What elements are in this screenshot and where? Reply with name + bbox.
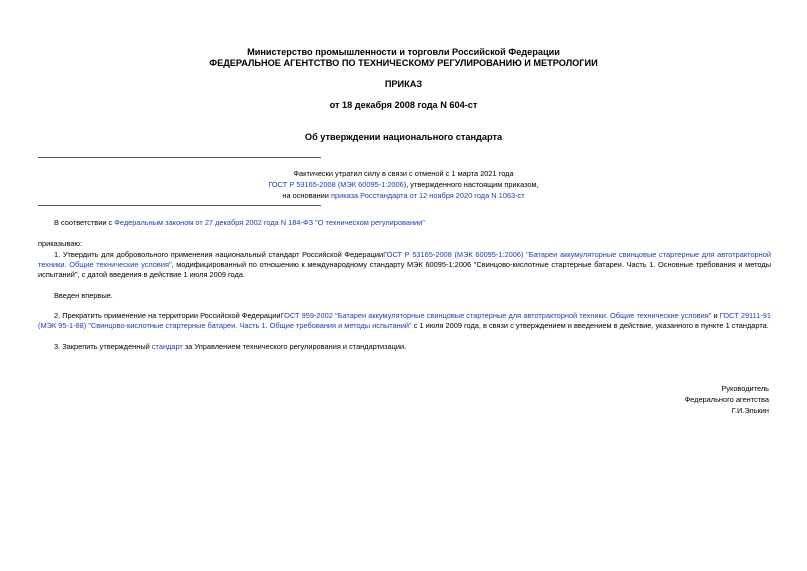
- status-note-line2: ГОСТ Р 53165-2008 (МЭК 60095-1:2006), утвержденного настоящим приказом,: [268, 180, 539, 189]
- order-word: приказываю:: [38, 239, 82, 248]
- status-note-line3: на основании приказа Росстандарта от 12 ноября 2020 года N 1063-ст: [282, 191, 525, 200]
- gost-53165-title-link[interactable]: ГОСТ Р 53165-2008 (МЭК 60095-1:2006) "Батареи аккумуляторные свинцовые стартерные для автотракторной техники. Общие технические условия": [38, 250, 771, 270]
- gost-959-link[interactable]: ГОСТ 959-2002 "Батареи аккумуляторные свинцовые стартерные для автотракторной техники. Общие технические условия": [280, 311, 712, 320]
- signature-role-1: Руководитель: [721, 384, 769, 393]
- introduced-note: Введен впервые.: [54, 291, 113, 300]
- gost-53165-link[interactable]: ГОСТ Р 53165-2008 (МЭК 60095-1:2006): [268, 180, 407, 189]
- document-subject: Об утверждении национального стандарта: [304, 132, 503, 142]
- divider-top: [38, 157, 321, 158]
- order-item-3: 3. Закрепить утвержденный стандарт за Управлением технического регулирования и стандартизации.: [54, 342, 407, 351]
- order-item-2: 2. Прекратить применение на территории Российской ФедерацииГОСТ 959-2002 "Батареи аккумуляторные свинцовые стартерные для автотракторной техники. Общие технические условия" и ГОСТ 29111-91 (МЭК 95-1-88) "Свинцово-кислотные стартерные батареи. Часть 1. Общие требования и методы испытаний" с 1 июля 2009 года, в связи с утверждением и введением в действие, указанного в пункте 1 стандарта.: [38, 311, 771, 331]
- document-date-number: от 18 декабря 2008 года N 604-ст: [329, 100, 478, 110]
- signature-name: Г.И.Элькин: [731, 406, 769, 415]
- ministry-title: Министерство промышленности и торговли Российской Федерации: [247, 47, 560, 57]
- order-item-1: 1. Утвердить для добровольного применения национальный стандарт Российской ФедерацииГОСТ Р 53165-2008 (МЭК 60095-1:2006) "Батареи аккумуляторные свинцовые стартерные для автотракторной техники. Общие технические условия", модифицированный по отношению к международному стандарту МЭК 60095-1:2006 "Свинцово-кислотные стартерные батареи. Часть 1. Основные требования и методы испытаний", с датой введения в действие 1 июля 2009 года.: [38, 250, 772, 280]
- rosstandart-order-link[interactable]: приказа Росстандарта от 12 ноября 2020 года N 1063-ст: [330, 191, 525, 200]
- agency-title: ФЕДЕРАЛЬНОЕ АГЕНТСТВО ПО ТЕХНИЧЕСКОМУ РЕГУЛИРОВАНИЮ И МЕТРОЛОГИИ: [209, 58, 598, 68]
- document-type: ПРИКАЗ: [384, 79, 423, 89]
- gost-29111-link[interactable]: ГОСТ 29111-91 (МЭК 95-1-88) "Свинцово-кислотные стартерные батареи. Часть 1. Общие требования и методы испытаний": [38, 311, 771, 331]
- federal-law-link[interactable]: Федеральным законом от 27 декабря 2002 года N 184-ФЗ "О техническом регулировании": [114, 218, 425, 227]
- standard-link[interactable]: стандарт: [151, 342, 183, 351]
- divider-bottom: [38, 205, 321, 206]
- preamble: В соответствии с Федеральным законом от 27 декабря 2002 года N 184-ФЗ "О техническом регулировании": [54, 218, 425, 227]
- status-note-line1: Фактически утратил силу в связи с отменой с 1 марта 2021 года: [293, 169, 514, 178]
- signature-role-2: Федерального агентства: [684, 395, 769, 404]
